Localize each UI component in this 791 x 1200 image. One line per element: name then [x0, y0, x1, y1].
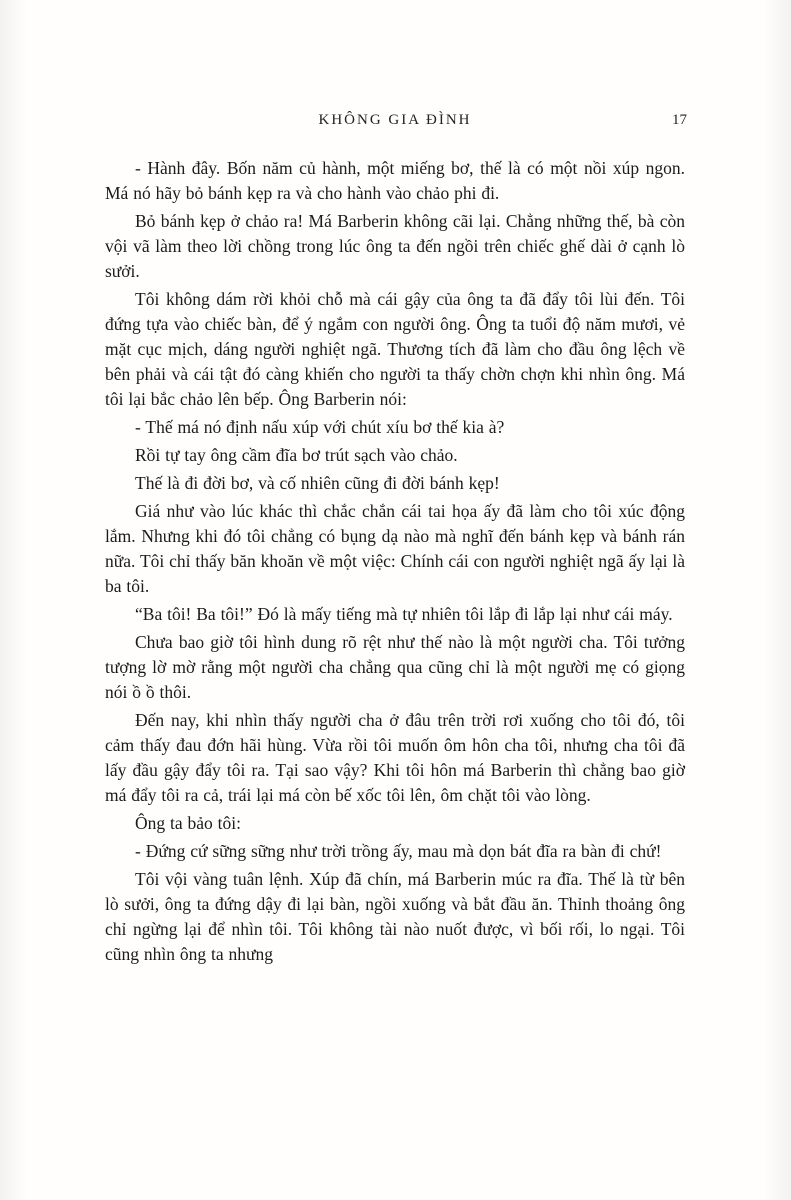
running-title: KHÔNG GIA ĐÌNH	[318, 112, 472, 128]
paragraph: Giá như vào lúc khác thì chắc chắn cái tai họa ấy đã làm cho tôi xúc động lắm. Nhưng khi đó tôi chẳng có bụng dạ nào mà nghĩ đến bánh kẹp và bánh rán nữa. Tôi chỉ thấy băn khoăn về một việc: Chính cái con người nghiệt ngã ấy lại là ba tôi.	[105, 501, 685, 596]
paragraph: Ông ta bảo tôi:	[135, 813, 241, 833]
paragraph: Tôi vội vàng tuân lệnh. Xúp đã chín, má Barberin múc ra đĩa. Thế là từ bên lò sưởi, ông ta đứng dậy đi lại bàn, ngồi xuống và bắt đầu ăn. Thỉnh thoảng ông chỉ ngừng lại để nhìn tôi. Tôi không tài nào nuốt được, vì bối rối, lo ngại. Tôi cũng nhìn ông ta nhưng	[105, 869, 685, 964]
page-number: 17	[672, 112, 687, 128]
page-body	[105, 156, 685, 967]
paragraph: Bỏ bánh kẹp ở chảo ra! Má Barberin không cãi lại. Chẳng những thế, bà còn vội vã làm theo lời chồng trong lúc ông ta đến ngồi trên chiếc ghế dài ở cạnh lò sưởi.	[105, 211, 685, 281]
paragraph: - Đứng cứ sững sững như trời trồng ấy, mau mà dọn bát đĩa ra bàn đi chứ!	[135, 841, 662, 861]
page-header	[105, 112, 685, 134]
paragraph: Tôi không dám rời khỏi chỗ mà cái gậy của ông ta đã đẩy tôi lùi đến. Tôi đứng tựa vào chiếc bàn, để ý ngắm con người ông. Ông ta tuổi độ năm mươi, vẻ mặt cục mịch, dáng người nghiệt ngã. Thương tích đã làm cho đầu ông lệch về bên phải và cái tật đó càng khiến cho người ta thấy chờn chợn khi nhìn ông. Má tôi lại bắc chảo lên bếp. Ông Barberin nói:	[105, 289, 685, 409]
paragraph: - Hành đây. Bốn năm củ hành, một miếng bơ, thế là có một nồi xúp ngon. Má nó hãy bỏ bánh kẹp ra và cho hành vào chảo phi đi.	[105, 158, 685, 203]
paragraph: Thế là đi đời bơ, và cố nhiên cũng đi đời bánh kẹp!	[135, 473, 500, 493]
paragraph: “Ba tôi! Ba tôi!” Đó là mấy tiếng mà tự nhiên tôi lắp đi lắp lại như cái máy.	[135, 604, 673, 624]
paragraph: Rồi tự tay ông cầm đĩa bơ trút sạch vào chảo.	[135, 445, 458, 465]
paragraph: Chưa bao giờ tôi hình dung rõ rệt như thế nào là một người cha. Tôi tưởng tượng lờ mờ rằng một người cha chẳng qua cũng chỉ là một người mẹ có giọng nói ồ ồ thôi.	[105, 632, 685, 702]
paragraph: Đến nay, khi nhìn thấy người cha ở đâu trên trời rơi xuống cho tôi đó, tôi cảm thấy đau đớn hãi hùng. Vừa rồi tôi muốn ôm hôn cha tôi, nhưng cha tôi đã lấy đầu gậy đẩy tôi ra. Tại sao vậy? Khi tôi hôn má Barberin thì chẳng bao giờ má đẩy tôi ra cả, trái lại má còn bế xốc tôi lên, ôm chặt tôi vào lòng.	[105, 710, 685, 805]
paragraph: - Thế má nó định nấu xúp với chút xíu bơ thế kia à?	[135, 417, 505, 437]
